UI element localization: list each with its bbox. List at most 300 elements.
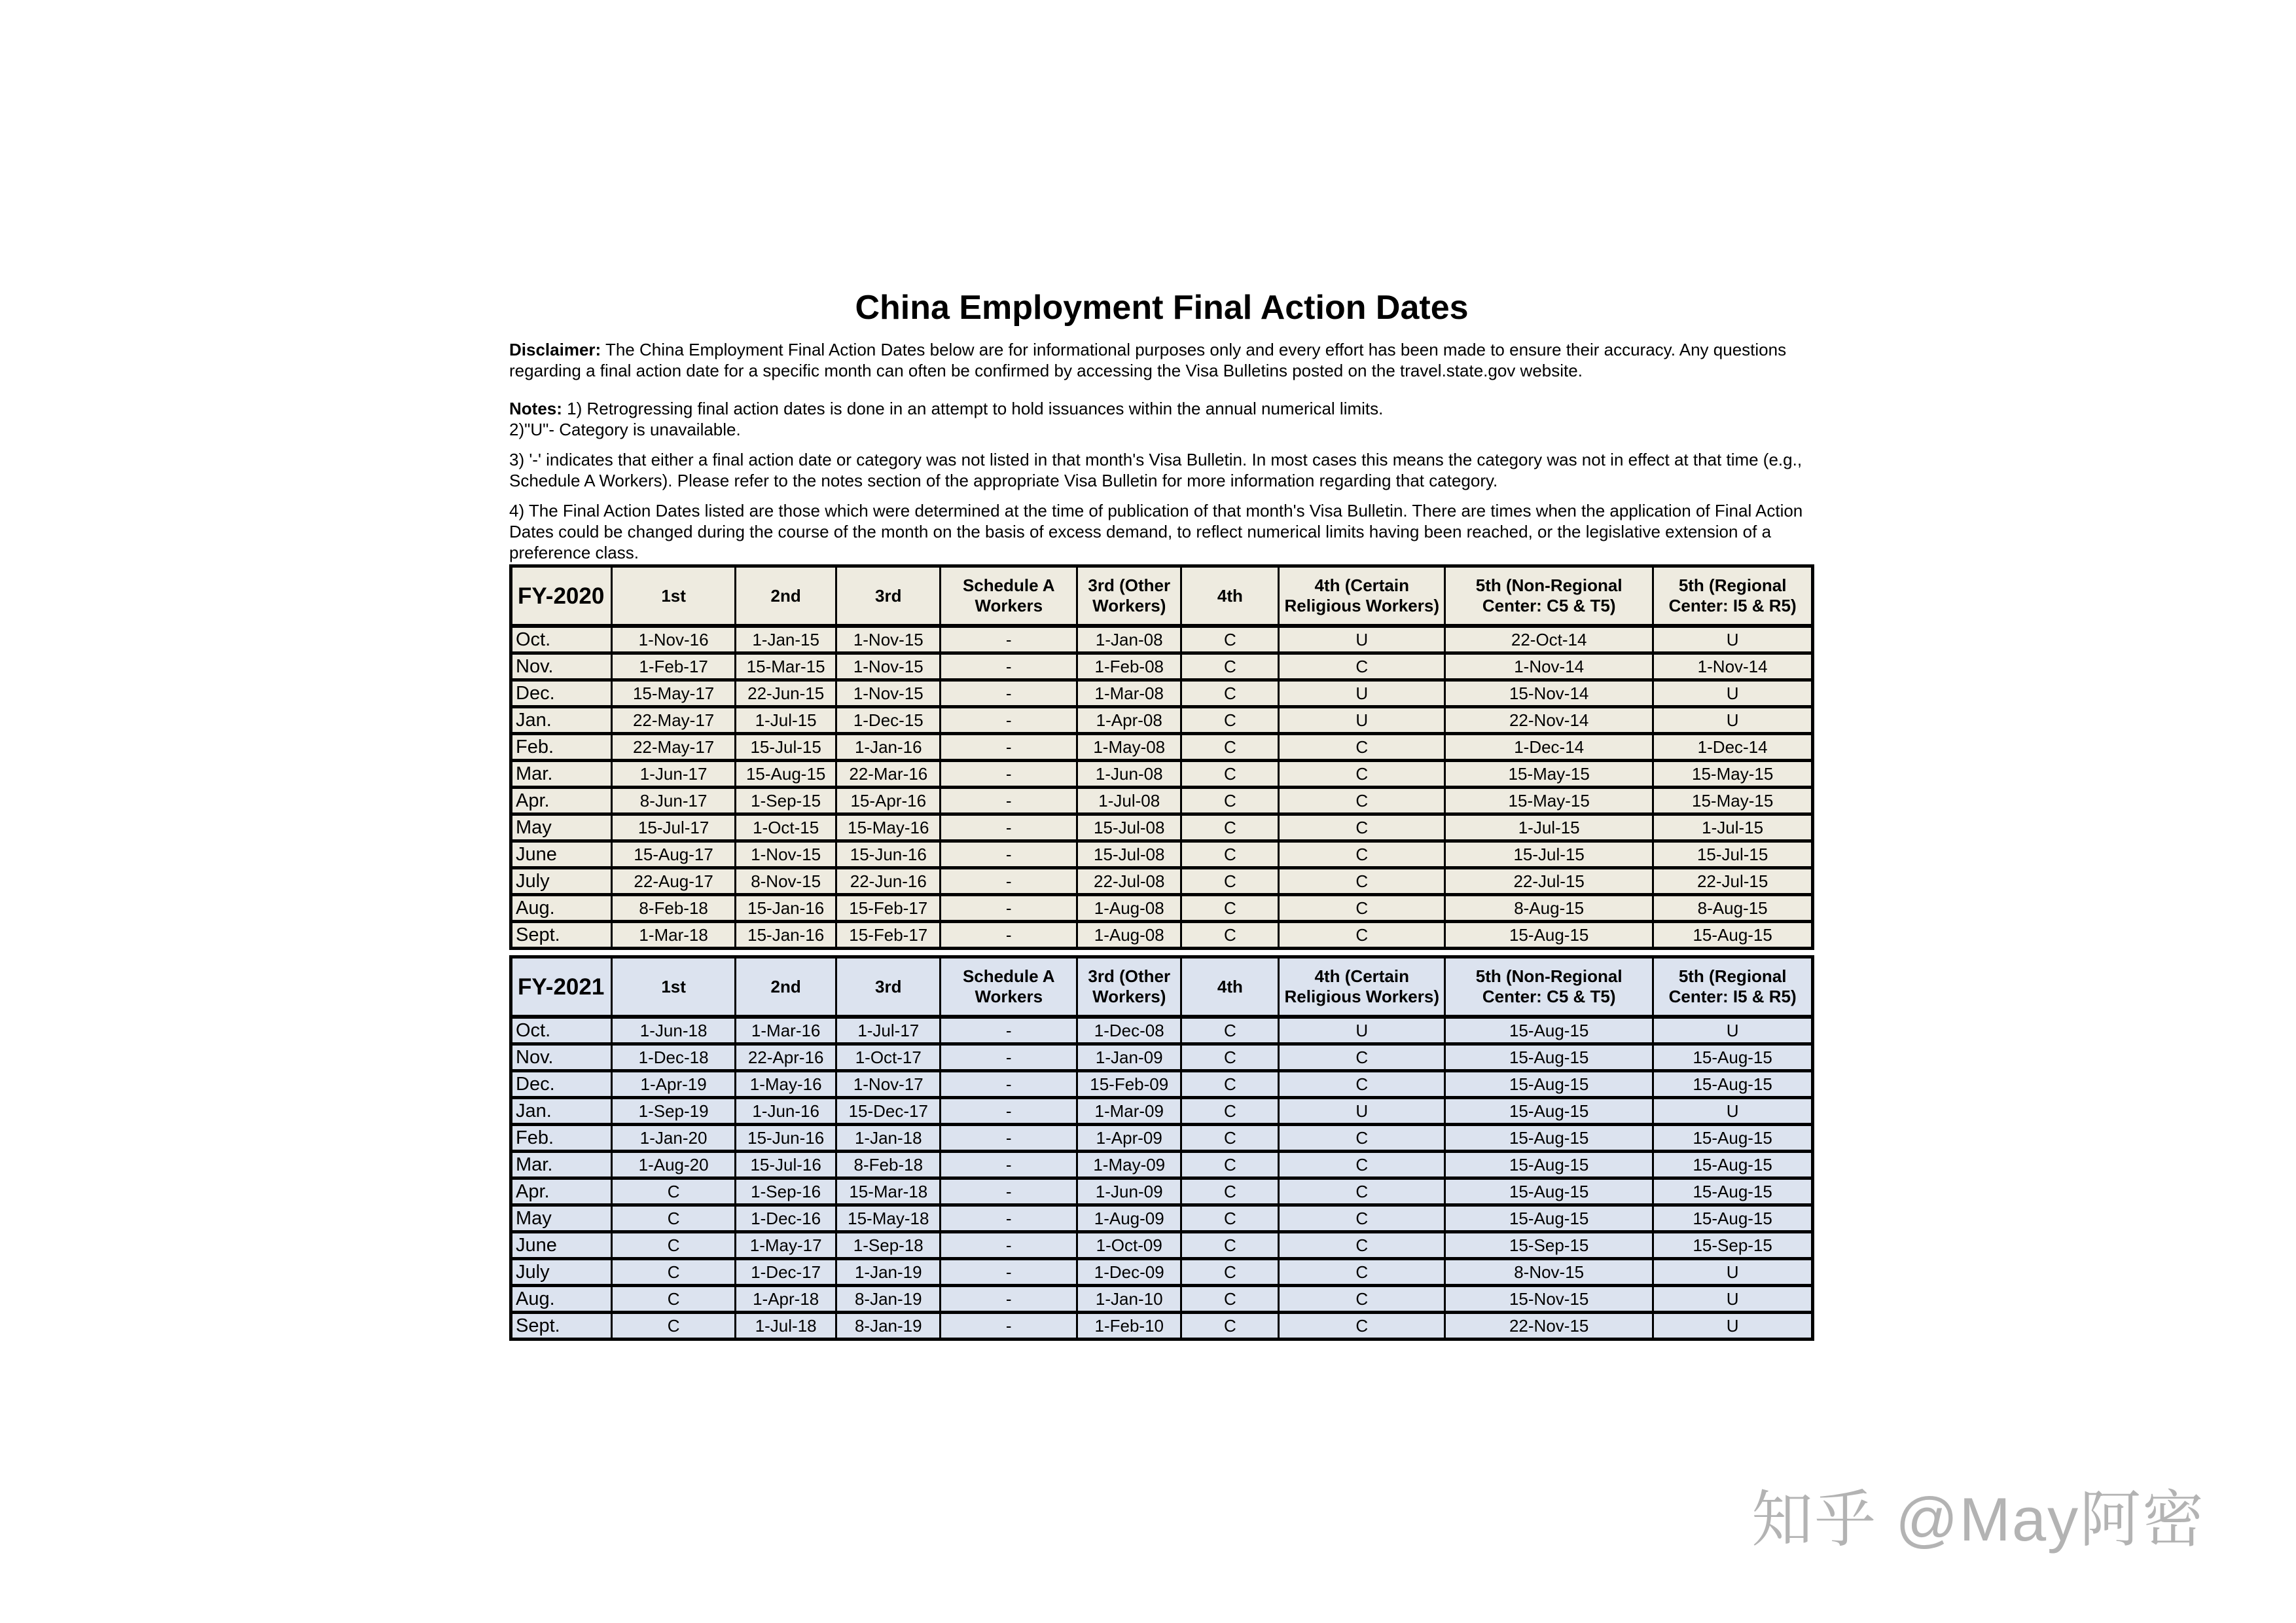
table-row [511,734,1813,761]
table-cell: C [1181,788,1279,814]
final-action-table-fy-2020 [509,564,1814,950]
table-cell: - [941,1017,1077,1044]
table-cell: 15-Aug-15 [1653,1125,1813,1152]
table-cell: 1-Jan-08 [1077,626,1181,653]
month-cell: Jan. [511,1098,612,1125]
table-cell: - [941,653,1077,680]
column-header: 3rd [836,566,941,627]
header-row [511,566,1813,627]
table-cell: 15-Jul-08 [1077,814,1181,841]
table-cell: 8-Aug-15 [1653,895,1813,922]
table-cell: C [1181,814,1279,841]
table-cell: C [612,1205,736,1232]
table-cell: 22-May-17 [612,707,736,734]
table-cell: C [1279,1205,1445,1232]
table-cell: 15-Dec-17 [836,1098,941,1125]
month-cell: June [511,841,612,868]
month-cell: Apr. [511,1178,612,1205]
month-cell: Nov. [511,1044,612,1071]
table-cell: 1-Feb-17 [612,653,736,680]
table-cell: 1-Apr-19 [612,1071,736,1098]
table-cell: 15-Jul-15 [736,734,836,761]
table-row [511,1152,1813,1178]
table-cell: 15-May-16 [836,814,941,841]
table-cell: 15-Mar-18 [836,1178,941,1205]
table-cell: 15-Aug-15 [1445,1205,1653,1232]
table-cell: 15-Jun-16 [736,1125,836,1152]
column-header: 1st [612,566,736,627]
table-cell: 15-Mar-15 [736,653,836,680]
table-cell: 8-Nov-15 [1445,1259,1653,1286]
column-header: 1st [612,957,736,1017]
table-cell: 1-Oct-15 [736,814,836,841]
table-cell: 1-Oct-17 [836,1044,941,1071]
table-cell: C [1279,1152,1445,1178]
table-cell: 1-Mar-16 [736,1017,836,1044]
month-cell: Mar. [511,761,612,788]
table-cell: 1-Jan-16 [836,734,941,761]
watermark: 知乎 @May阿密 [1751,1485,2206,1554]
table-cell: 15-Aug-15 [1653,1071,1813,1098]
table-cell: - [941,814,1077,841]
table-cell: C [1279,1286,1445,1313]
table-cell: 1-Dec-15 [836,707,941,734]
table-cell: 1-Jan-09 [1077,1044,1181,1071]
table-cell: 1-Nov-17 [836,1071,941,1098]
table-cell: 8-Feb-18 [612,895,736,922]
table-cell: 15-May-18 [836,1205,941,1232]
notes-paragraph [509,398,1814,419]
table-cell: 1-Jul-15 [1653,814,1813,841]
table-cell: C [1279,1071,1445,1098]
note-3: 3) '-' indicates that either a final action date or category was not listed in that month's Visa Bulletin. In most cases this means the category was not in effect at that time (e.g., Schedule A Workers). Please refer to the notes section of the appropriate Visa Bulletin for more information regarding that category. [509,450,1803,490]
table-cell: - [941,1259,1077,1286]
table-cell: 1-Dec-09 [1077,1259,1181,1286]
table-cell: - [941,680,1077,707]
table-cell: 22-Nov-14 [1445,707,1653,734]
table-cell: - [941,1125,1077,1152]
table-cell: 8-Nov-15 [736,868,836,895]
table-cell: - [941,1286,1077,1313]
month-cell: July [511,868,612,895]
table-cell: C [1279,1313,1445,1340]
table-cell: 15-Jun-16 [836,841,941,868]
table-cell: 15-Feb-09 [1077,1071,1181,1098]
column-header: 4th [1181,566,1279,627]
table-cell: U [1653,1286,1813,1313]
month-cell: Aug. [511,1286,612,1313]
table-row [511,1313,1813,1340]
table-cell: 1-Jun-09 [1077,1178,1181,1205]
table-cell: C [1181,1232,1279,1259]
table-cell: 1-Jan-15 [736,626,836,653]
table-row [511,841,1813,868]
table-row [511,1044,1813,1071]
column-header: 5th (Non-Regional Center: C5 & T5) [1445,957,1653,1017]
column-header: Schedule A Workers [941,566,1077,627]
table-cell: U [1653,680,1813,707]
table-cell: 15-Sep-15 [1653,1232,1813,1259]
table-cell: - [941,626,1077,653]
table-row [511,1205,1813,1232]
table-cell: U [1653,1259,1813,1286]
table-cell: 22-Mar-16 [836,761,941,788]
note-2: 2)"U"- Category is unavailable. [509,420,741,439]
table-cell: 15-Jul-15 [1445,841,1653,868]
table-cell: 1-Jan-20 [612,1125,736,1152]
table-cell: 1-Sep-19 [612,1098,736,1125]
table-cell: 1-Aug-20 [612,1152,736,1178]
table-cell: 22-Jul-15 [1653,868,1813,895]
table-cell: - [941,734,1077,761]
table-cell: C [1181,841,1279,868]
month-cell: Dec. [511,680,612,707]
month-cell: Sept. [511,922,612,949]
table-cell: 1-Jul-18 [736,1313,836,1340]
note-4: 4) The Final Action Dates listed are those which were determined at the time of publication of that month's Visa Bulletin. There are times when the application of Final Action Dates could be changed during the course of the month on the basis of excess demand, to reflect numerical limits having been reached, or the legislative extension of a preference class. [509,501,1803,562]
table-cell: 8-Jun-17 [612,788,736,814]
table-cell: - [941,707,1077,734]
table-cell: 22-Jul-15 [1445,868,1653,895]
table-cell: 15-Jan-16 [736,922,836,949]
table-cell: U [1279,626,1445,653]
table-cell: 1-Nov-15 [736,841,836,868]
table-cell: U [1653,1313,1813,1340]
final-action-table-fy-2021 [509,955,1814,1341]
table-cell: 1-Sep-15 [736,788,836,814]
table-cell: 15-Nov-14 [1445,680,1653,707]
header-row [511,957,1813,1017]
column-header: 3rd (Other Workers) [1077,566,1181,627]
month-cell: Feb. [511,1125,612,1152]
table-row [511,922,1813,949]
table-cell: C [612,1286,736,1313]
table-cell: C [1181,1205,1279,1232]
table-cell: 1-Feb-08 [1077,653,1181,680]
table-cell: C [1181,761,1279,788]
table-row [511,761,1813,788]
table-cell: 1-Aug-08 [1077,922,1181,949]
table-cell: 15-Nov-15 [1445,1286,1653,1313]
table-cell: - [941,1071,1077,1098]
table-cell: 15-Sep-15 [1445,1232,1653,1259]
table-cell: 1-Apr-18 [736,1286,836,1313]
table-cell: 22-May-17 [612,734,736,761]
table-cell: - [941,1152,1077,1178]
table-cell: 1-Mar-08 [1077,680,1181,707]
table-cell: 15-May-15 [1445,761,1653,788]
table-cell: 15-Feb-17 [836,895,941,922]
table-cell: - [941,1044,1077,1071]
table-cell: C [1181,707,1279,734]
table-cell: 15-Jul-15 [1653,841,1813,868]
column-header: 2nd [736,566,836,627]
fiscal-year-label: FY-2021 [511,957,612,1017]
table-cell: 15-Apr-16 [836,788,941,814]
table-cell: 1-Jun-16 [736,1098,836,1125]
table-cell: 1-Jun-18 [612,1017,736,1044]
table-cell: 1-May-17 [736,1232,836,1259]
table-cell: 15-Aug-15 [736,761,836,788]
table-cell: 1-Nov-14 [1445,653,1653,680]
table-cell: 8-Jan-19 [836,1286,941,1313]
table-cell: C [1279,814,1445,841]
table-cell: 15-Jul-17 [612,814,736,841]
month-cell: Aug. [511,895,612,922]
table-row [511,1232,1813,1259]
table-cell: 15-May-15 [1653,761,1813,788]
table-cell: C [1181,1071,1279,1098]
column-header: 5th (Regional Center: I5 & R5) [1653,957,1813,1017]
month-cell: Dec. [511,1071,612,1098]
table-cell: C [1181,868,1279,895]
table-cell: C [1181,1098,1279,1125]
table-cell: 1-May-09 [1077,1152,1181,1178]
table-cell: C [1279,1178,1445,1205]
table-cell: C [612,1313,736,1340]
table-cell: 22-Nov-15 [1445,1313,1653,1340]
column-header: 4th [1181,957,1279,1017]
table-cell: 15-Aug-15 [1653,922,1813,949]
table-cell: 1-Aug-09 [1077,1205,1181,1232]
table-cell: 22-Apr-16 [736,1044,836,1071]
table-cell: C [1181,1125,1279,1152]
month-cell: Oct. [511,626,612,653]
table-cell: 1-Jan-18 [836,1125,941,1152]
table-cell: C [1279,922,1445,949]
table-cell: 15-Jul-16 [736,1152,836,1178]
month-cell: Oct. [511,1017,612,1044]
table-cell: 1-May-16 [736,1071,836,1098]
table-cell: C [1181,1313,1279,1340]
table-cell: 15-Aug-15 [1445,1098,1653,1125]
table-cell: 1-Nov-15 [836,626,941,653]
tables-container [509,564,1814,1341]
table-cell: - [941,761,1077,788]
table-cell: U [1279,707,1445,734]
table-cell: 1-Apr-08 [1077,707,1181,734]
column-header: 2nd [736,957,836,1017]
column-header: 3rd (Other Workers) [1077,957,1181,1017]
table-cell: C [1181,922,1279,949]
table-cell: 15-May-17 [612,680,736,707]
document-content [509,289,1814,1341]
table-cell: 22-Jul-08 [1077,868,1181,895]
table-cell: - [941,895,1077,922]
table-cell: 15-Aug-15 [1445,922,1653,949]
table-cell: 15-May-15 [1653,788,1813,814]
table-cell: - [941,1178,1077,1205]
table-cell: 22-Jun-16 [836,868,941,895]
table-cell: U [1653,626,1813,653]
month-cell: May [511,1205,612,1232]
disclaimer-paragraph [509,339,1814,381]
table-cell: 15-Aug-15 [1653,1205,1813,1232]
table-cell: - [941,1098,1077,1125]
table-cell: 1-Nov-14 [1653,653,1813,680]
table-cell: 15-Aug-15 [1653,1178,1813,1205]
table-cell: - [941,922,1077,949]
table-cell: C [1279,841,1445,868]
table-cell: 1-Dec-08 [1077,1017,1181,1044]
month-cell: Sept. [511,1313,612,1340]
table-cell: 8-Feb-18 [836,1152,941,1178]
table-cell: 15-May-15 [1445,788,1653,814]
table-cell: C [1279,1259,1445,1286]
table-cell: 1-Dec-17 [736,1259,836,1286]
month-cell: Apr. [511,788,612,814]
notes-label: Notes: [509,399,562,418]
table-cell: 1-Jan-19 [836,1259,941,1286]
table-cell: 22-Aug-17 [612,868,736,895]
table-cell: C [1279,1044,1445,1071]
table-cell: U [1653,1017,1813,1044]
table-cell: 1-Dec-14 [1653,734,1813,761]
table-row [511,1286,1813,1313]
table-cell: 15-Feb-17 [836,922,941,949]
month-cell: June [511,1232,612,1259]
table-cell: U [1279,1017,1445,1044]
table-cell: 1-Nov-16 [612,626,736,653]
table-cell: U [1653,1098,1813,1125]
table-cell: C [1279,761,1445,788]
table-cell: 15-Aug-15 [1445,1017,1653,1044]
table-cell: 8-Jan-19 [836,1313,941,1340]
table-cell: 22-Oct-14 [1445,626,1653,653]
column-header: 4th (Certain Religious Workers) [1279,566,1445,627]
month-cell: Jan. [511,707,612,734]
table-cell: C [1181,1178,1279,1205]
table-cell: C [1181,1259,1279,1286]
table-cell: 1-Jan-10 [1077,1286,1181,1313]
table-cell: 1-May-08 [1077,734,1181,761]
table-cell: C [612,1259,736,1286]
table-row [511,814,1813,841]
table-cell: U [1279,1098,1445,1125]
table-cell: C [1279,1232,1445,1259]
table-row [511,1017,1813,1044]
table-row [511,1125,1813,1152]
table-cell: C [1279,895,1445,922]
column-header: 5th (Regional Center: I5 & R5) [1653,566,1813,627]
table-cell: 1-Jul-08 [1077,788,1181,814]
table-row [511,895,1813,922]
table-cell: 1-Mar-09 [1077,1098,1181,1125]
table-row [511,680,1813,707]
table-cell: 8-Aug-15 [1445,895,1653,922]
fiscal-year-label: FY-2020 [511,566,612,627]
table-cell: - [941,1313,1077,1340]
table-cell: C [1181,734,1279,761]
table-cell: C [612,1178,736,1205]
page-title: China Employment Final Action Dates [855,289,1469,327]
table-cell: 15-Aug-15 [1445,1125,1653,1152]
column-header: Schedule A Workers [941,957,1077,1017]
table-cell: 15-Jan-16 [736,895,836,922]
column-header: 3rd [836,957,941,1017]
table-cell: 22-Jun-15 [736,680,836,707]
table-cell: 1-Aug-08 [1077,895,1181,922]
note-1-text: 1) Retrogressing final action dates is done in an attempt to hold issuances within the annual numerical limits. [562,399,1384,418]
table-cell: U [1279,680,1445,707]
table-cell: C [1279,788,1445,814]
disclaimer-text: The China Employment Final Action Dates below are for informational purposes only and every effort has been made to ensure their accuracy. Any questions regarding a final action date for a specific month can often be confirmed by accessing the Visa Bulletins posted on the travel.state.gov website. [509,340,1787,380]
table-cell: 1-Jun-08 [1077,761,1181,788]
table-cell: 1-Dec-16 [736,1205,836,1232]
table-cell: C [1181,653,1279,680]
month-cell: May [511,814,612,841]
table-cell: 15-Aug-15 [1445,1044,1653,1071]
table-cell: 1-Oct-09 [1077,1232,1181,1259]
table-cell: 15-Aug-15 [1653,1152,1813,1178]
table-cell: - [941,1232,1077,1259]
table-row [511,626,1813,653]
month-cell: Mar. [511,1152,612,1178]
table-cell: 15-Aug-15 [1653,1044,1813,1071]
table-cell: 1-Sep-18 [836,1232,941,1259]
table-cell: C [1181,895,1279,922]
table-cell: 1-Jul-15 [736,707,836,734]
month-cell: July [511,1259,612,1286]
table-cell: - [941,841,1077,868]
table-cell: C [1181,1152,1279,1178]
table-cell: C [1181,1044,1279,1071]
table-cell: 15-Jul-08 [1077,841,1181,868]
table-cell: 15-Aug-15 [1445,1071,1653,1098]
table-cell: 1-Jun-17 [612,761,736,788]
month-cell: Feb. [511,734,612,761]
table-row [511,1178,1813,1205]
table-cell: 1-Feb-10 [1077,1313,1181,1340]
table-cell: C [1279,1125,1445,1152]
table-cell: 1-Dec-18 [612,1044,736,1071]
table-cell: 1-Nov-15 [836,680,941,707]
table-row [511,1098,1813,1125]
table-cell: C [1181,680,1279,707]
month-cell: Nov. [511,653,612,680]
table-row [511,788,1813,814]
table-cell: C [1279,653,1445,680]
disclaimer-label: Disclaimer: [509,340,601,359]
table-cell: 1-Nov-15 [836,653,941,680]
table-cell: C [1181,1286,1279,1313]
table-cell: 1-Jul-15 [1445,814,1653,841]
table-cell: 1-Jul-17 [836,1017,941,1044]
column-header: 5th (Non-Regional Center: C5 & T5) [1445,566,1653,627]
table-cell: U [1653,707,1813,734]
table-cell: 1-Apr-09 [1077,1125,1181,1152]
column-header: 4th (Certain Religious Workers) [1279,957,1445,1017]
table-row [511,1259,1813,1286]
table-row [511,868,1813,895]
table-cell: 1-Sep-16 [736,1178,836,1205]
table-cell: 15-Aug-15 [1445,1152,1653,1178]
table-cell: 1-Dec-14 [1445,734,1653,761]
table-row [511,1071,1813,1098]
table-row [511,707,1813,734]
table-cell: - [941,1205,1077,1232]
table-cell: C [1279,734,1445,761]
table-cell: - [941,788,1077,814]
table-cell: C [612,1232,736,1259]
table-cell: 15-Aug-17 [612,841,736,868]
table-row [511,653,1813,680]
table-cell: - [941,868,1077,895]
table-cell: C [1181,626,1279,653]
table-cell: 1-Mar-18 [612,922,736,949]
table-cell: C [1279,868,1445,895]
table-cell: 15-Aug-15 [1445,1178,1653,1205]
